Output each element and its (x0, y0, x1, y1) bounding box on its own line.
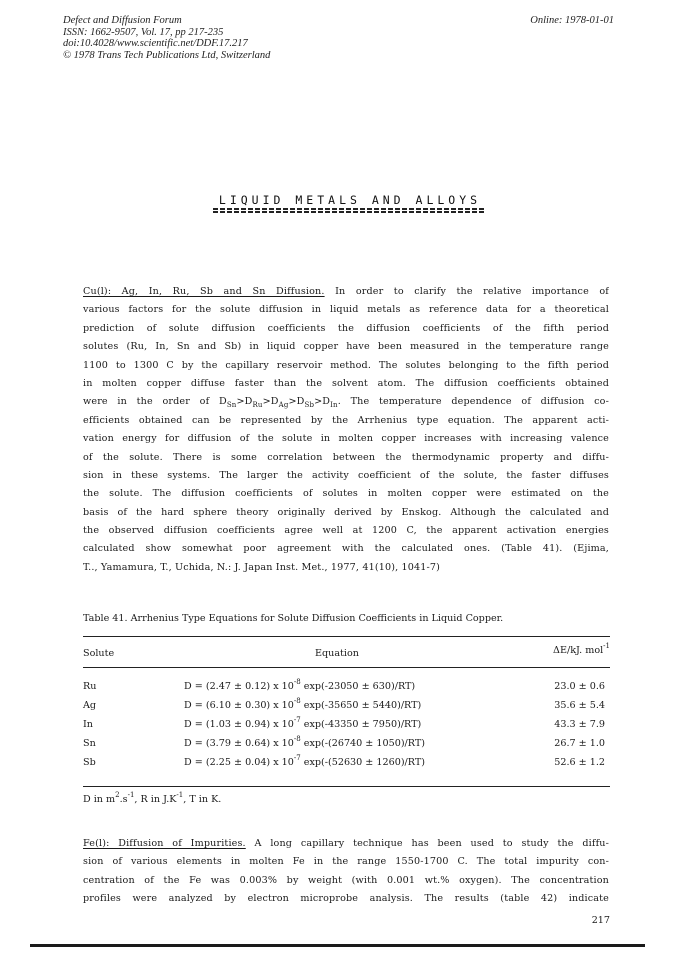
online-date: Online: 1978-01-01 (530, 15, 614, 26)
title-double-rule (213, 208, 485, 213)
cu-line-1: Cu(l): Ag, In, Ru, Sb and Sn Diffusion. In order to clarify the relative importance of (83, 286, 609, 297)
table-body (83, 668, 610, 786)
table-row: Sb D = (2.25 ± 0.04) x $10^{-7}$ exp(-(52630 ± 1260)/RT) 52.6 ± 1.2 (83, 754, 605, 768)
table-row: In D = (1.03 ± 0.94) x $10^{-7}$ exp(-43350 ± 7950)/RT) 43.3 ± 7.9 (83, 716, 605, 730)
units-note: D in $m^2.s^{-1}$, R in $J.K^{-1}$, T in K. (83, 791, 222, 805)
col-equation-header: Equation (315, 648, 359, 659)
doi-line: doi:10.4028/www.scientific.net/DDF.17.217 (63, 38, 248, 49)
table-header (83, 637, 610, 667)
section-title: LIQUID METALS AND ALLOYS (218, 193, 482, 207)
citation-line: T.., Yamamura, T., Uchida, N.: J. Japan Inst. Met., 1977, 41(10), 1041-7) (83, 561, 441, 573)
page-bottom-rule (30, 944, 645, 947)
table-row: Ag D = (6.10 ± 0.30) x $10^{-8}$ exp(-35650 ± 5440)/RT) 35.6 ± 5.4 (83, 697, 605, 711)
cu-heading: Cu(l): Ag, In, Ru, Sb and Sn Diffusion. (83, 286, 325, 297)
page-number: 217 (591, 915, 610, 926)
fe-line-1: Fe(l): Diffusion of Impurities. A long capillary technique has been used to study the diffu- (83, 838, 609, 849)
table-row: Sn D = (3.79 ± 0.64) x $10^{-8}$ exp(-(26740 ± 1050)/RT) 26.7 ± 1.0 (83, 735, 605, 749)
copyright-line: © 1978 Trans Tech Publications Ltd, Switzerland (63, 49, 271, 61)
col-solute-header: Solute (83, 648, 115, 659)
table-caption: Table 41. Arrhenius Type Equations for Solute Diffusion Coefficients in Liquid Copper. (83, 613, 504, 624)
journal-header (63, 15, 383, 61)
table-bottom-rule (83, 786, 610, 787)
diffusion-order-line: were in the order of $D_{Sn}>D_{Ru}>D_{Ag}>D_{Sb}>D_{In}$. The temperature dependence of diffusion co- (83, 396, 609, 410)
issn-line: ISSN: 1662-9507, Vol. 17, pp 217-235 (63, 26, 224, 38)
fe-paragraph: Fe(l): Diffusion of Impurities. A long capillary technique has been used to study the diffu- sion of various elements in molten Fe in the range 1550-1700 C. The total impurity con- centration of the Fe was 0.003% by weight (with 0.001 wt.% oxygen). The concentration profiles were analyzed by electron microprobe analysis. The results (table 42) indicate (83, 835, 609, 909)
fe-heading: Fe(l): Diffusion of Impurities. (83, 838, 246, 849)
cu-paragraph: Cu(l): Ag, In, Ru, Sb and Sn Diffusion. In order to clarify the relative importance of various factors for the solute diffusion in liquid metals as reference data for a theoretical prediction of solute diffusion coefficients the diffusion coefficients of the fifth period solutes (Ru, In, Sn and Sb) in liquid copper have been measured in the temperature range 1100 to 1300 C by the capillary reservoir method. The solutes belonging to the fifth period in molten copper diffuse faster than the solvent atom. The diffusion coefficients obtained were in the order of $D_{Sn}>D_{Ru}>D_{Ag}>D_{Sb}>D_{In}$. The temperature dependence of diffusion co- efficients obtained can be represented by the Arrhenius type equation. The apparent acti- vation energy for diffusion of the solute in molten copper increases with increasing valence of the solute. There is some correlation between the thermodynamic property and diffu- sion in these systems. The larger the activity coefficient of the solute, the faster diffuses the solute. The diffusion coefficients of solutes in molten copper were estimated on the basis of the hard sphere theory originally derived by Enskog. Although the calculated and the observed diffusion coefficients agree well at 1200 C, the apparent activation energies calculated show somewhat poor agreement with the calculated ones. (Table 41). (Ejima, T.., Yamamura, T., Uchida, N.: J. Japan Inst. Met., 1977, 41(10), 1041-7) (83, 283, 609, 577)
col-activation-energy-header: ΔE/kJ. mol$^{-1}$ (553, 642, 610, 656)
journal-name: Defect and Diffusion Forum (63, 15, 182, 26)
arrhenius-table (83, 636, 610, 787)
table-row: Ru D = (2.47 ± 0.12) x $10^{-8}$ exp(-23050 ± 630)/RT) 23.0 ± 0.6 (83, 678, 605, 692)
